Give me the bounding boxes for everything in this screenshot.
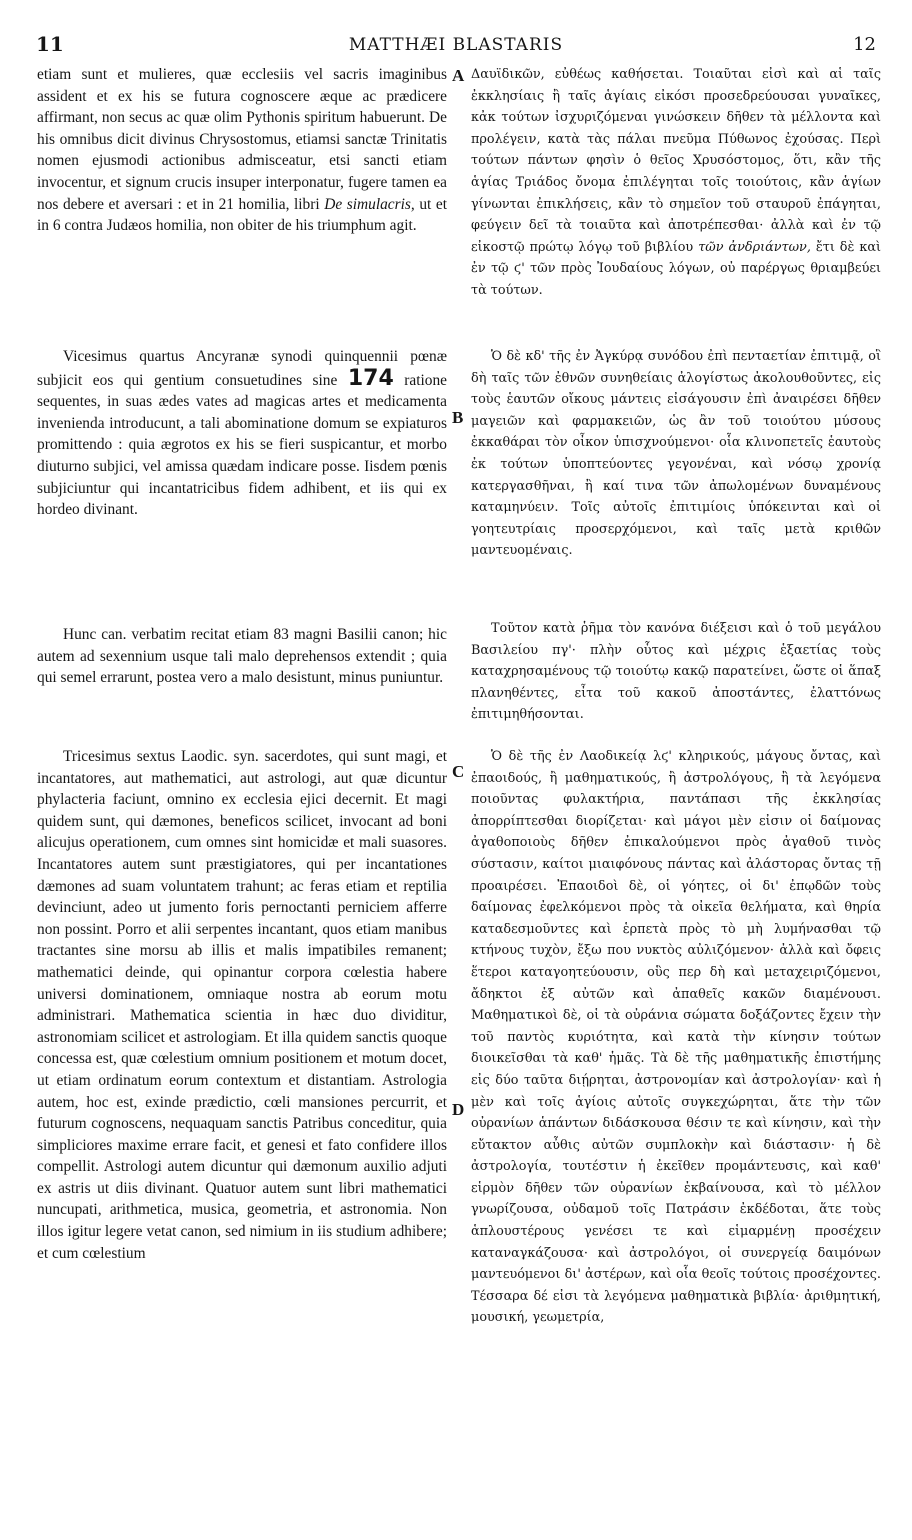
latin-p1-title: De simulacris, bbox=[324, 195, 415, 213]
latin-p1-end: ut et in 6 contra Judæos homilia, non obiter de his triumphum agit. bbox=[37, 195, 447, 235]
latin-column bbox=[37, 64, 447, 1540]
right-page-number: 12 bbox=[853, 34, 876, 55]
greek-paragraph-3 bbox=[471, 618, 881, 726]
latin-p1-text: etiam sunt et mulieres, quæ ecclesiis vel sacris imaginibus assident et ex his se futura cognoscere æque ac prædicere affirmant, non secus ac quæ olim Pythonis spiritum habuerunt. De his omnibus dicit divinus Chrysostomus, etiamsi sanctæ Trinitatis nomen ejusmodi actionibus admisceatur, etsi sancti etiam invocentur, et signum crucis insuper interponatur, fugere tamen ea nos debere et aversari : et in 21 homilia, libri bbox=[37, 66, 447, 213]
running-title: MATTHÆI BLASTARIS bbox=[348, 35, 564, 55]
latin-paragraph-3 bbox=[37, 624, 447, 689]
greek-p1-title: τῶν ἀνδριάντων, bbox=[698, 239, 811, 255]
greek-p2-text: Ὁ δὲ κδ' τῆς ἐν Ἀγκύρᾳ συνόδου ἐπὶ πενταετίαν ἐπιτιμᾷ, οἳ δὴ ταῖς τῶν ἐθνῶν συνηθείαις ἀλογίστως ἀκολουθοῦντες, εἰς τοὺς ἑαυτῶν οἴκους μάντεις εἰσάγουσιν ἐπὶ ἀναιρέσει δῆθεν μαγειῶν καὶ φαρμακειῶν, ὡς ἂν τοῦ τοιούτου μύσους ἐκκαθάραι τὸν οἶκον ὑπισχνούμενοι· οἷα κλινοπετεῖς ἑαυτοὺς ἐκ τούτων ὑποπτεύοντες γεγονέναι, καὶ νόσῳ χρονίᾳ κατεργασθῆναι, ἢ καί τινα τῶν ἀπωλομένων δυναμένους καταμηνύειν. Τοῖς αὐτοῖς ἐπιτιμίοις ὑπόκεινται καὶ οἱ γοητευτρίαις προσερχόμενοι, καὶ ταῖς μετὰ κριθῶν μαντευομέναις. bbox=[471, 349, 881, 559]
left-page-number: 11 bbox=[36, 32, 64, 56]
greek-p4-text: Ὁ δὲ τῆς ἐν Λαοδικείᾳ λϛ' κληρικούς, μάγους ὄντας, καὶ ἐπαοιδούς, ἢ μαθηματικούς, ἢ ἀστρολόγους, ἢ τὰ λεγόμενα ποιοῦντας φυλακτήρια, παντάπασι τῆς ἐκκλησίας ἀπορρίπτεσθαι διορίζεται· καὶ μάγοι μὲν εἰσιν οἱ δαίμονας ἀγαθοποιοὺς δῆθεν ἐπικαλούμενοι πρὸς ἀγαθοῦ τινὸς σύστασιν, καίτοι μιαιφόνους πάντας καὶ ἀλάστορας ὄντας τῇ προαιρέσει. Ἐπαοιδοὶ δὲ, οἱ γόητες, οἱ δι' ἐπῳδῶν τοὺς δαίμονας ἐφελκόμενοι πρὸς τὰ οἰκεῖα θελήματα, καὶ θηρία καταδεσμοῦντες καὶ ἑρπετὰ πρὸς τὸ μὴ λυμήνασθαι τῷ κτήνους τυχὸν, ἔξω που νυκτὸς αὐλιζόμενον· ἀλλὰ καὶ ὄφεις ἕτεροι καταγοητεύουσιν, οὓς περ δὴ καὶ μεταχειριζόμενοι, ἄδηκτοι ἐξ αὐτῶν καὶ ἀπαθεῖς κακῶν διαμένουσι. Μαθηματικοὶ δὲ, οἱ τὰ οὐράνια σώματα δοξάζοντες ἔχειν τὴν τοῦ παντὸς κυριότητα, καὶ κατὰ τὴν κίνησιν τούτων διοικεῖσθαι τὰ καθ' ἡμᾶς. Τὰ δὲ τῆς μαθηματικῆς ἐπιστήμης εἰς δύο ταῦτα διῄρηται, ἀστρονομίαν καὶ ἀστρολογίαν· καὶ ἡ μὲν καὶ τοῖς ἁγίοις αὐτοῖς συγκεχώρηται, ἅτε τὴν τῶν οὐρανίων ἁπάντων διδάσκουσα θέσιν τε καὶ κίνησιν, καὶ τὴν εὔτακτον αὖθις αὐτῶν συμπλοκὴν καὶ διάστασιν· ἡ δὲ ἀστρολογία, τουτέστιν ἡ ἐκεῖθεν προμάντευσις, καὶ καθ' εἱρμὸν δῆθεν τῶν οὐρανίων ἐκβαίνουσα, καὶ τὸ μέλλον γνωρίζουσα, οὐδαμοῦ τοῖς Πατράσιν ἐκδέδοται, ἅτε τοὺς ἁπλουστέρους γενέσει τε καὶ εἱμαρμένῃ προσέχειν καταναγκάζουσα· καὶ ἀστρολόγοι, οἱ συνεργείᾳ δαιμόνων μαντευόμενοι δι' ἀστέρων, καὶ οἷα θεοῖς τούτοις προσέχοντες. Τέσσαρα δέ εἰσι τὰ λεγόμενα μαθηματικὰ βιβλία· ἀριθμητική, μουσική, γεωμετρία, bbox=[471, 749, 881, 1326]
latin-paragraph-2 bbox=[37, 346, 447, 521]
greek-p1-text: Δαυϊδικῶν, εὐθέως καθήσεται. Τοιαῦται εἰσὶ καὶ αἱ ταῖς ἐκκλησίαις ἢ ταῖς ἁγίαις εἰκόσι προσεδρεύουσαι γυναῖκες, κἀκ τούτων ἰσχυριζόμεναι γινώσκειν δῆθεν τὰ μέλλοντα καὶ προλέγειν, κατὰ τὰς πάλαι πνεῦμα Πύθωνος ἐχούσας. Περὶ τούτων πάντων φησὶν ὁ θεῖος Χρυσόστομος, ὅτι, κἂν τῆς ἁγίας Τριάδος ὄνομα ἐπιλέγηται τοῖς τοιούτοις, κἂν ἁγίων γίνωνται ἐπικλήσεις, κἂν τὸ σημεῖον τοῦ σταυροῦ ἐπάγηται, φεύγειν δεῖ τὰ τοιαῦτα καὶ ἀποτρέπεσθαι· ἀλλὰ καὶ ἐν τῷ εἰκοστῷ πρώτῳ λόγῳ τοῦ βιβλίου bbox=[471, 67, 881, 255]
greek-p1-end: ἔτι δὲ καὶ ἐν τῷ ϛ' τῶν πρὸς Ἰουδαίους λόγων, οὐ παρέργως θριαμβεύει τὰ τούτων. bbox=[471, 239, 881, 298]
margin-letter-d: D bbox=[452, 1100, 465, 1119]
latin-p3-text: Hunc can. verbatim recitat etiam 83 magni Basilii canon; hic autem ad sexennium usque tali malo deprehensos extendit ; quia qui semel errarunt, postea vero a malo desistunt, minus puniuntur. bbox=[37, 626, 447, 687]
greek-paragraph-1 bbox=[471, 64, 881, 302]
latin-paragraph-1 bbox=[37, 64, 447, 237]
greek-p3-text: Τοῦτον κατὰ ῥῆμα τὸν κανόνα διέξεισι καὶ ὁ τοῦ μεγάλου Βασιλείου πγ'· πλὴν οὗτος καὶ μέχρις ἑξαετίας τοὺς καταχρησαμένους τῷ τοιούτῳ κακῷ παρατείνει, ὥστε οἱ ἅπαξ πλανηθέντες, εἶτα τοῦ κακοῦ ἀποστάντες, ἐλαττόνως ἐπιτιμηθήσονται. bbox=[471, 621, 881, 723]
greek-paragraph-2 bbox=[471, 346, 881, 562]
margin-letter-c: C bbox=[452, 762, 465, 781]
latin-p2-text-a: Vicesimus quartus Ancyranæ synodi quinquennii pœnæ subjicit eos qui gentium consuetudines sine bbox=[37, 348, 447, 389]
margin-letter-a: A bbox=[452, 66, 465, 85]
latin-p2-text-b: ratione sequentes, in suas ædes vates ad magicas artes et medicamenta invenienda introducunt, a tali abominatione domum se expiaturos promittendo : quia ægrotos ex his se fieri suspicantur, et morbo diuturno subjici, vel amissa quædam indicare posse. Iisdem pœnis subjiciuntur qui incantatricibus fidem adhibent, et iis qui ex hordeo divinant. bbox=[37, 371, 447, 519]
margin-letter-b: B bbox=[452, 408, 464, 427]
latin-paragraph-4 bbox=[37, 746, 447, 1264]
latin-p4-text: Tricesimus sextus Laodic. syn. sacerdotes, qui sunt magi, et incantatores, aut mathematici, aut astrologi, aut quæ dicuntur phylacteria faciunt, omnino ex ecclesia ejici decernit. Et magi quidem sunt, qui dæmones, beneficos scilicet, invocant ad boni alicujus operationem, cum omnes sint homicidæ et mali suasores. Incantatores autem sunt præstigiatores, qui per incantationes dæmones ad suam voluntatem trahunt; ac feras etiam et reptilia devinciunt, adeo ut jumento foris pernoctanti perniciem afferre non possint. Porro et alii serpentes incantant, quos etiam manibus tractantes sine morsu ab illis et malis impatibiles remanent; mathematici deinde, qui opinantur corpora cœlestia habere universi dominationem, omniaque nostra ab eorum motu administrari. Mathematica scientia in hæc duo dividitur, astronomiam scilicet et astrologiam. Et illa quidem sanctis quoque concessa est, quæ cœlestium omnium positionem et motum docet, ut etiam ordinatum eorum contextum et distantiam. Astrologia autem, hoc est, exinde prædictio, cœli mansiones percurrit, et futurum cognoscens, nequaquam sanctis Patribus conceditur, quia simpliciores maxime errare facit, et genesi et fato confidere illos compellit. Astrologi autem dicuntur qui dæmonum auxilio adjuti ex astris ut diis divinant. Quatuor autem sunt libri mathematici nuncupati, arithmetica, musica, geometria, et astronomia. Non illos igitur legere vetat canon, sed nimium in iis studium adhibere; et cum cœlestium bbox=[37, 748, 447, 1262]
edition-page-number: 174 bbox=[347, 365, 394, 391]
greek-column bbox=[471, 64, 881, 1540]
greek-paragraph-4 bbox=[471, 746, 881, 1329]
